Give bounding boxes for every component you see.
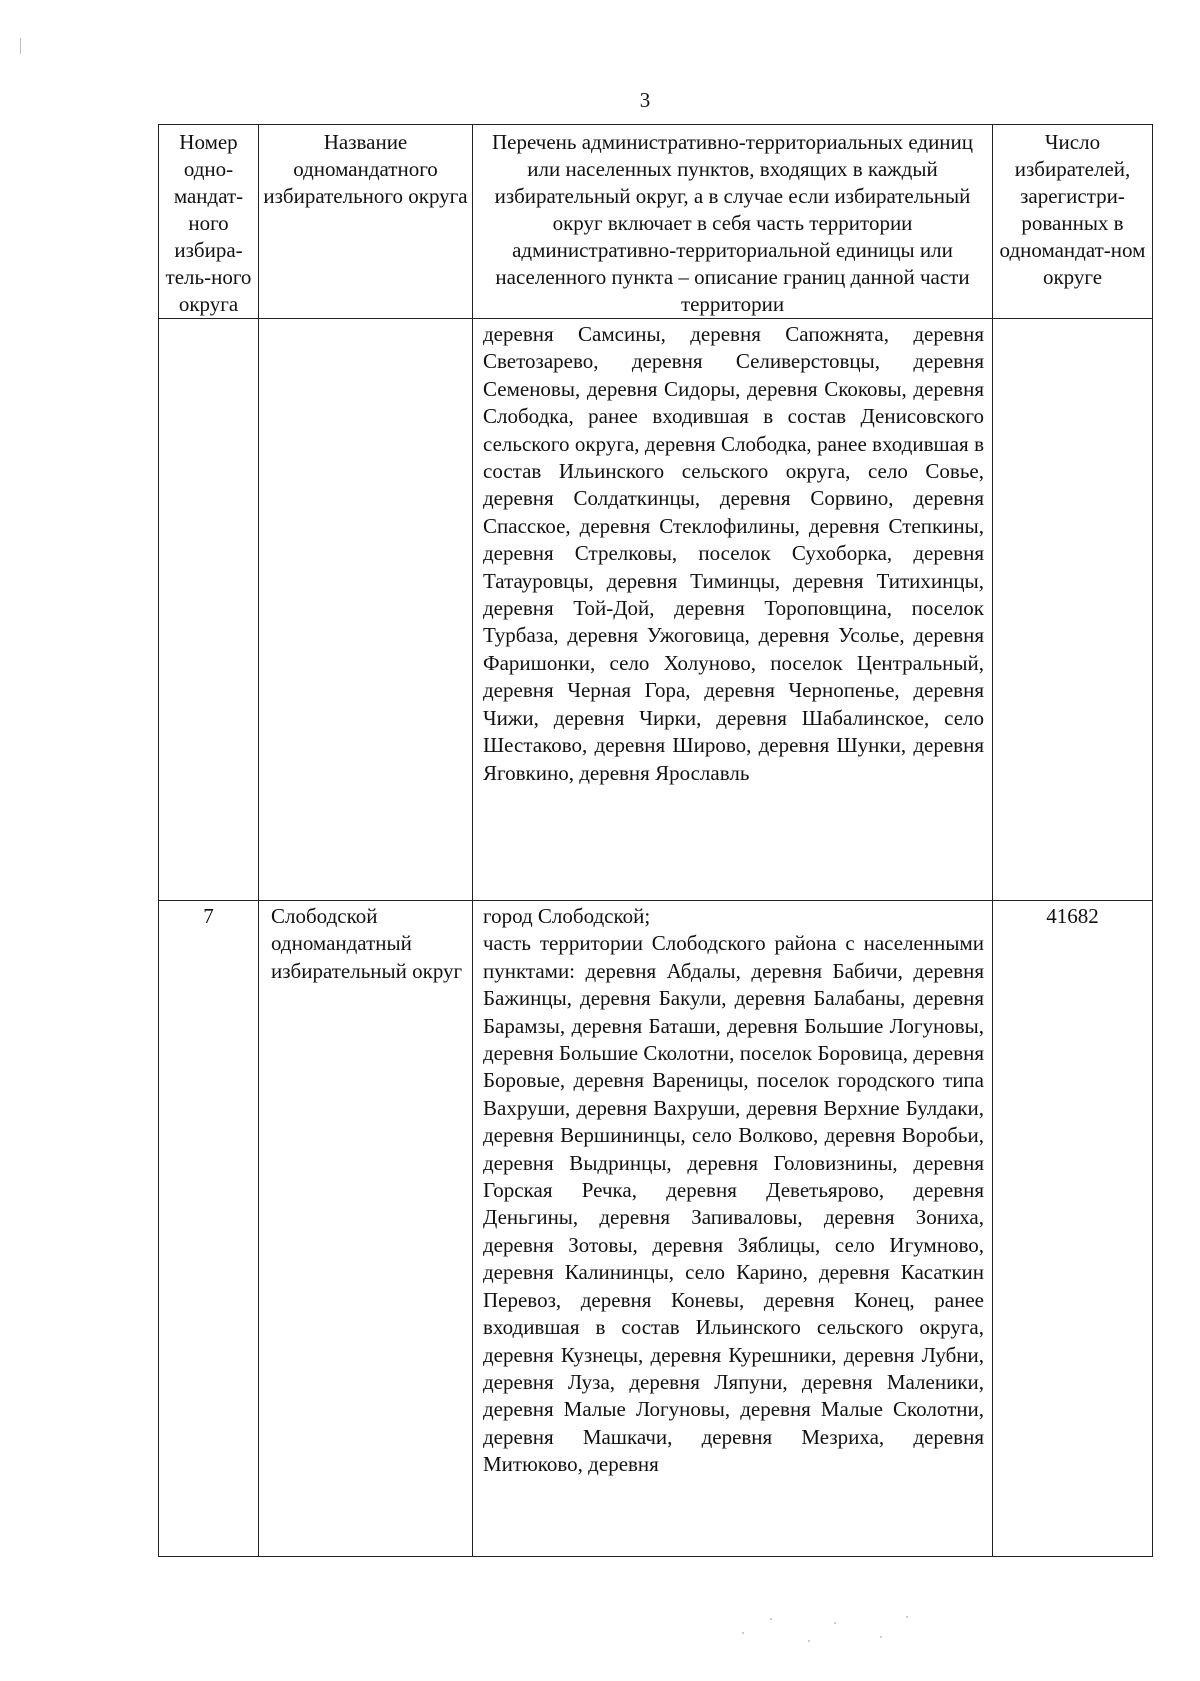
header-district-number: Номер одно-мандат-ного избира-тель-ного округа [159, 125, 259, 319]
scan-noise [730, 1610, 930, 1650]
scan-speck [906, 1616, 908, 1618]
table-row [159, 319, 1153, 901]
territory-list-cell: город Слободской; часть территории Слободского района с населенными пунктами: деревня Абдалы, деревня Бабичи, деревня Бажинцы, деревня Бакули, деревня Балабаны, деревня Барамзы, деревня Баташи, деревня Большие Логуновы, деревня Большие Сколотни, поселок Боровица, деревня Боровые, деревня Вареницы, поселок городского типа Вахруши, деревня Вахруши, деревня Верхние Булдаки, деревня Вершининцы, село Волково, деревня Воробьи, деревня Выдринцы, деревня Головизнины, деревня Горская Речка, деревня Деветьярово, деревня Деньгины, деревня Запиваловы, деревня Зониха, деревня Зотовы, деревня Зяблицы, село Игумново, деревня Калининцы, село Карино, деревня Касаткин Перевоз, деревня Коневы, деревня Конец, ранее входившая в состав Ильинского сельского округа, деревня Кузнецы, деревня Курешники, деревня Лубни, деревня Луза, деревня Ляпуни, деревня Маленики, деревня Малые Логуновы, деревня Малые Сколотни, деревня Машкачи, деревня Мезриха, деревня Митюково, деревня [473, 901, 993, 1557]
page-number: 3 [639, 88, 651, 112]
scan-speck [770, 1618, 772, 1620]
scan-speck [808, 1640, 810, 1642]
voter-count-cell [993, 319, 1153, 901]
scan-speck [880, 1636, 882, 1638]
voter-count-cell: 41682 [993, 901, 1153, 1557]
header-territory-list: Перечень административно-территориальных единиц или населенных пунктов, входящих в каждый избирательный округ, а в случае если избирательный округ включает в себя часть территории административно-территориальной единицы или населенного пункта – описание границ данной части территории [473, 125, 993, 319]
district-number-cell [159, 319, 259, 901]
scan-margin-mark [20, 38, 21, 54]
table-row [159, 901, 1153, 1557]
district-name-cell [259, 319, 473, 901]
territory-list-cell: деревня Самсины, деревня Сапожнята, деревня Светозарево, деревня Селиверстовцы, деревня Семеновы, деревня Сидоры, деревня Скоковы, деревня Слободка, ранее входившая в состав Денисовского сельского округа, деревня Слободка, ранее входившая в состав Ильинского сельского округа, село Совье, деревня Солдаткинцы, деревня Сорвино, деревня Спасское, деревня Стеклофилины, деревня Степкины, деревня Стрелковы, поселок Сухоборка, деревня Татауровцы, деревня Тиминцы, деревня Титихинцы, деревня Той-Дой, деревня Тороповщина, поселок Турбаза, деревня Ужоговица, деревня Усолье, деревня Фаришонки, село Холуново, поселок Центральный, деревня Черная Гора, деревня Чернопенье, деревня Чижи, деревня Чирки, деревня Шабалинское, село Шестаково, деревня Широво, деревня Шунки, деревня Яговкино, деревня Ярославль [473, 319, 993, 901]
scan-speck [742, 1632, 744, 1634]
scan-speck [834, 1622, 836, 1624]
district-number-cell: 7 [159, 901, 259, 1557]
header-district-name: Название одномандатного избирательного округа [259, 125, 473, 319]
districts-table [158, 124, 1153, 1557]
district-name-cell: Слободской одномандатный избирательный округ [259, 901, 473, 1557]
header-voter-count: Число избирателей, зарегистри-рованных в одномандат-ном округе [993, 125, 1153, 319]
table-header-row [159, 125, 1153, 319]
